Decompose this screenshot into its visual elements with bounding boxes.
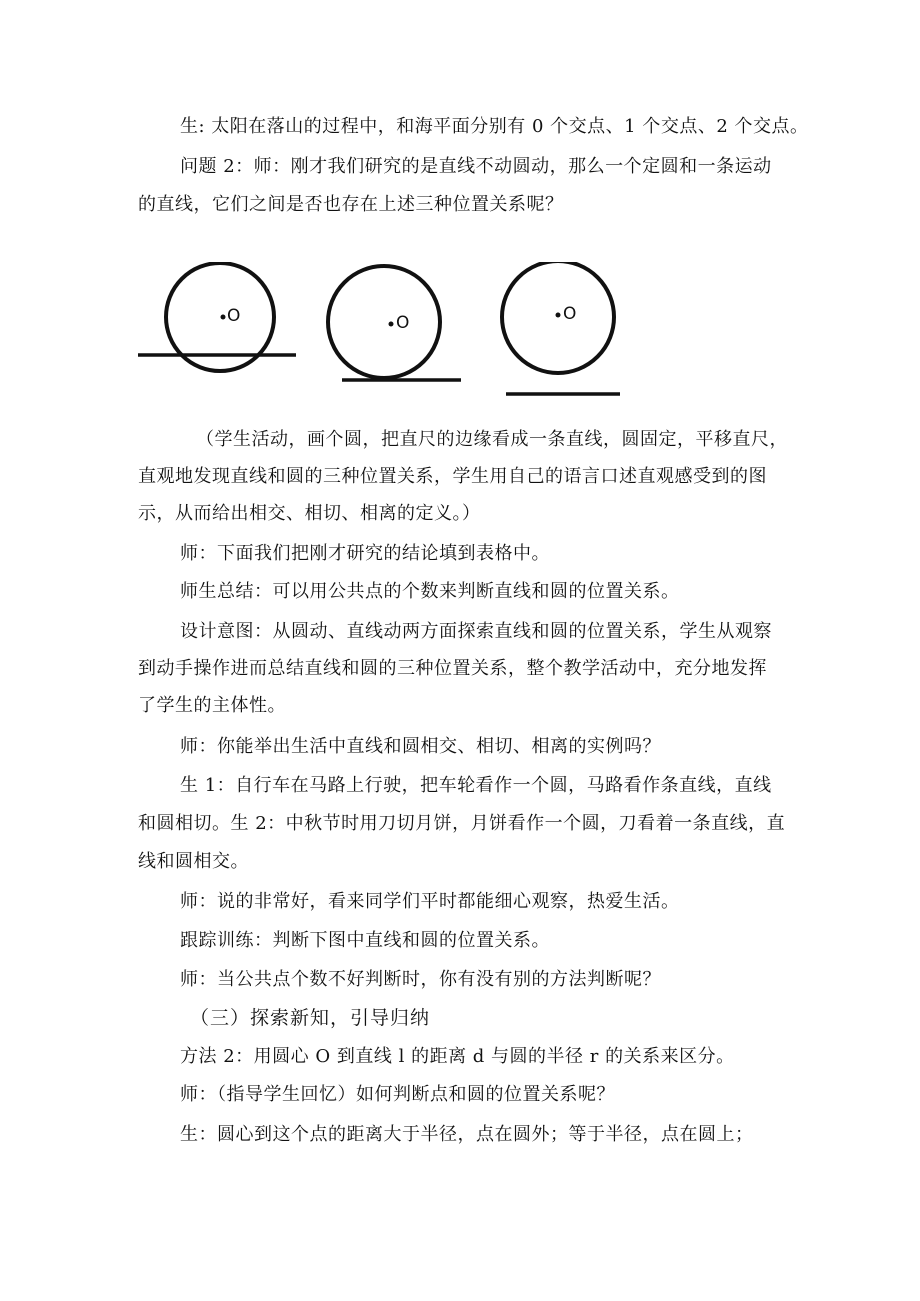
paragraph-line: 师：下面我们把刚才研究的结论填到表格中。 bbox=[180, 543, 550, 564]
center-dot bbox=[221, 315, 226, 320]
paragraph-line: 师：（指导学生回忆）如何判断点和圆的位置关系呢？ bbox=[180, 1084, 615, 1105]
center-label: O bbox=[563, 304, 577, 324]
paragraph-line: 线和圆相交。 bbox=[138, 851, 249, 872]
circle-line-figure bbox=[134, 262, 624, 397]
paragraph-line: 师：说的非常好，看来同学们平时都能细心观察，热爱生活。 bbox=[180, 891, 680, 912]
paragraph-line: 师：你能举出生活中直线和圆相交、相切、相离的实例吗？ bbox=[180, 736, 661, 757]
paragraph-line: 设计意图：从圆动、直线动两方面探索直线和圆的位置关系，学生从观察 bbox=[180, 621, 772, 642]
paragraph-line: 到动手操作进而总结直线和圆的三种位置关系，整个教学活动中，充分地发挥 bbox=[138, 658, 767, 679]
paragraph-line: 生：圆心到这个点的距离大于半径，点在圆外；等于半径，点在圆上； bbox=[180, 1124, 754, 1145]
paragraph-line: 方法 2：用圆心 O 到直线 l 的距离 d 与圆的半径 r 的关系来区分。 bbox=[180, 1046, 735, 1067]
paragraph-line: 问题 2：师：刚才我们研究的是直线不动圆动，那么一个定圆和一条运动 bbox=[180, 156, 772, 177]
paragraph-line: 生 1：自行车在马路上行驶，把车轮看作一个圆，马路看作条直线，直线 bbox=[180, 775, 772, 796]
paragraph-line: 和圆相切。生 2：中秋节时用刀切月饼，月饼看作一个圆，刀看着一条直线，直 bbox=[138, 813, 786, 834]
paragraph-line: 生: 太阳在落山的过程中，和海平面分别有 0 个交点、1 个交点、2 个交点。 bbox=[180, 116, 809, 137]
paragraph-line: （学生活动，画个圆，把直尺的边缘看成一条直线，圆固定，平移直尺， bbox=[196, 429, 788, 450]
circle-tangent bbox=[328, 266, 440, 378]
center-dot bbox=[389, 322, 394, 327]
paragraph-line: 师生总结：可以用公共点的个数来判断直线和圆的位置关系。 bbox=[180, 581, 680, 602]
center-label: O bbox=[396, 313, 410, 333]
paragraph-line: 的直线，它们之间是否也存在上述三种位置关系呢？ bbox=[138, 194, 564, 215]
paragraph-line: 了学生的主体性。 bbox=[138, 695, 286, 716]
section-heading: （三）探索新知，引导归纳 bbox=[190, 1007, 431, 1029]
paragraph-line: 师：当公共点个数不好判断时，你有没有别的方法判断呢？ bbox=[180, 969, 661, 990]
paragraph-line: 跟踪训练：判断下图中直线和圆的位置关系。 bbox=[180, 930, 550, 951]
center-dot bbox=[556, 313, 561, 318]
paragraph-line: 示，从而给出相交、相切、相离的定义。） bbox=[138, 503, 481, 524]
paragraph-line: 直观地发现直线和圆的三种位置关系，学生用自己的语言口述直观感受到的图 bbox=[138, 466, 767, 487]
center-label: O bbox=[227, 306, 241, 326]
